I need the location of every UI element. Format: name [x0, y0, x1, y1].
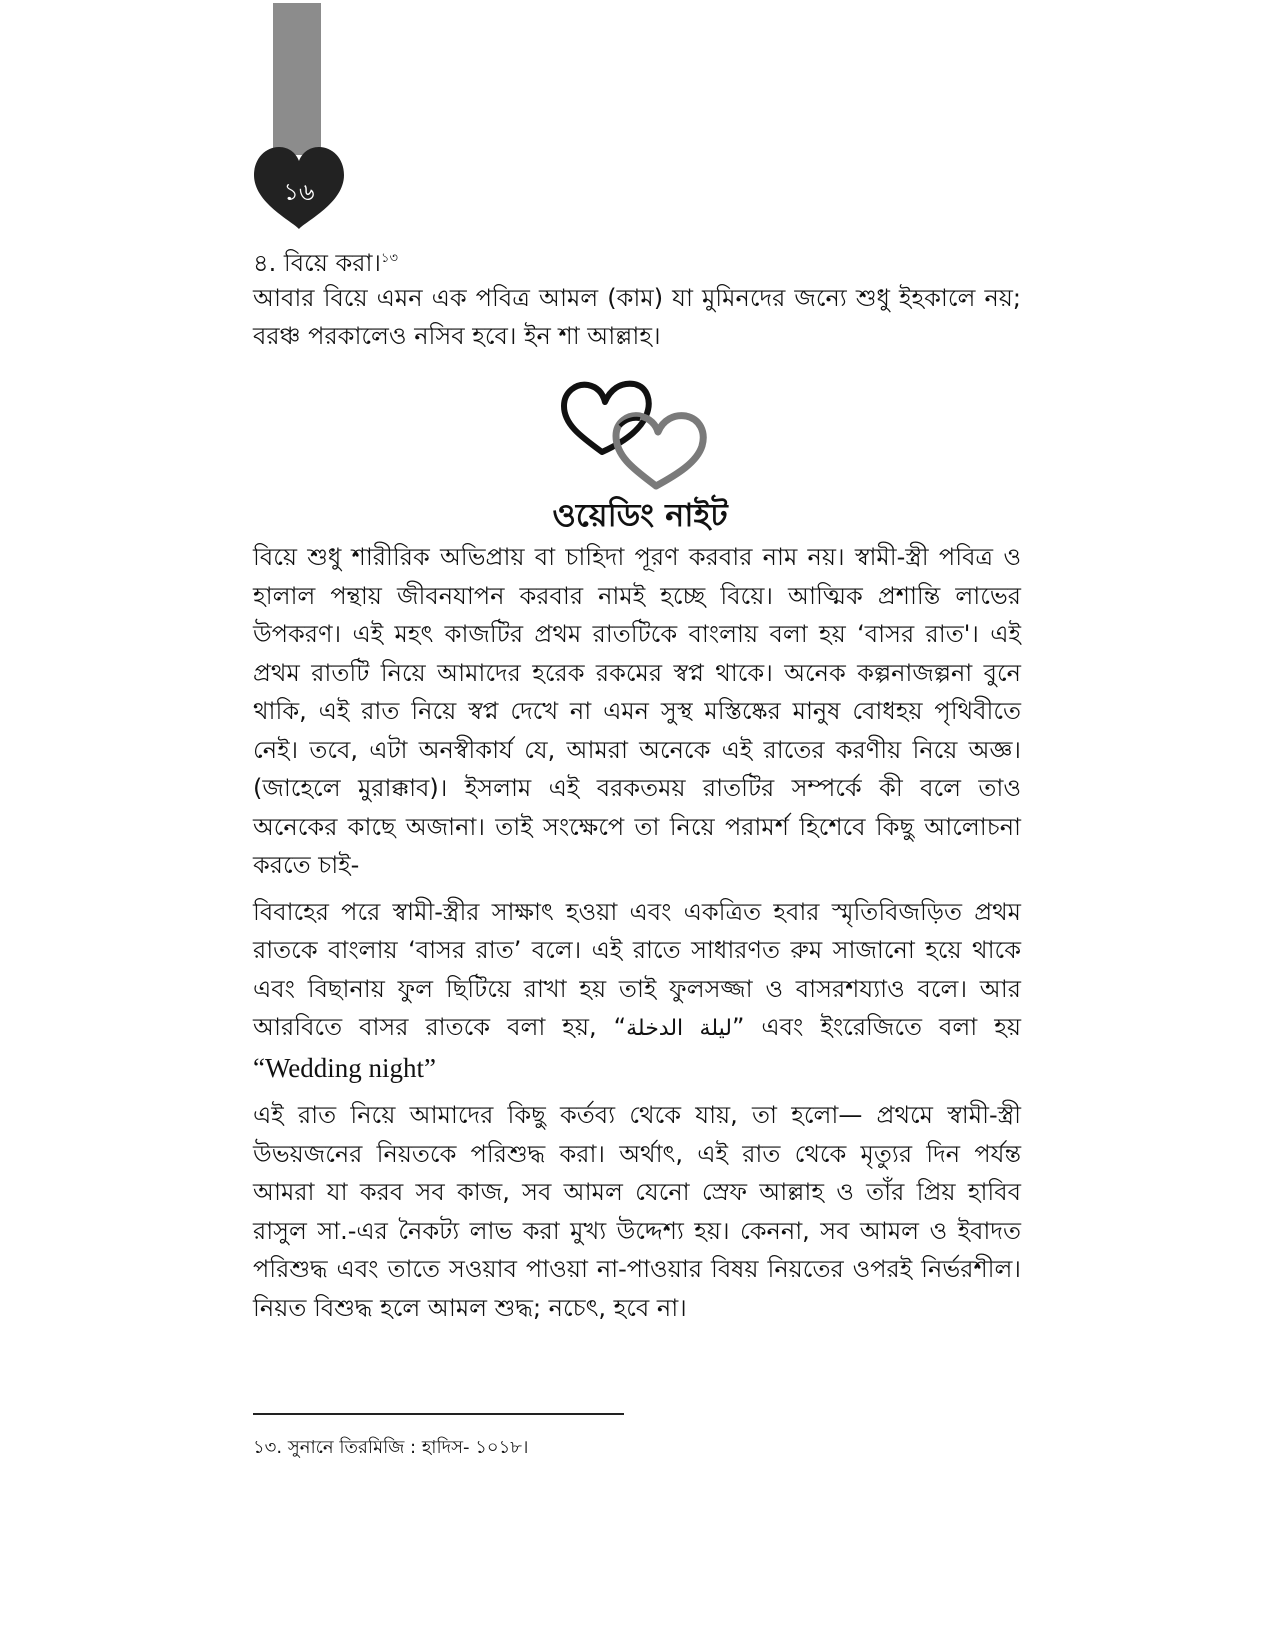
footnote-divider — [253, 1413, 624, 1415]
paragraph-2-middle: ” এবং ইংরেজিতে বলা হয় — [731, 1013, 1021, 1041]
bookmark-ribbon — [273, 3, 321, 155]
list-item-text: ৪. বিয়ে করা। — [253, 249, 382, 277]
intro-paragraph: আবার বিয়ে এমন এক পবিত্র আমল (কাম) যা মুমিনদের জন্যে শুধু ইহকালে নয়; বরঞ্চ পরকালেও নসিব হবে। ইন শা আল্লাহ। — [253, 284, 1021, 350]
list-item-heading — [253, 244, 1021, 278]
paragraph-3: এই রাত নিয়ে আমাদের কিছু কর্তব্য থেকে যায়, তা হলো— প্রথমে স্বামী-স্ত্রী উভয়জনের নিয়তকে পরিশুদ্ধ করা। অর্থাৎ, এই রাত থেকে মৃত্যুর দিন পর্যন্ত আমরা যা করব সব কাজ, সব আমল যেনো স্রেফ আল্লাহ ও তাঁর প্রিয় হাবিব রাসুল সা.-এর নৈকট্য লাভ করা মুখ্য উদ্দেশ্য হয়। কেননা, সব আমল ও ইবাদত পরিশুদ্ধ এবং তাতে সওয়াব পাওয়া না-পাওয়ার বিষয় নিয়তের ওপরই নির্ভরশীল। নিয়ত বিশুদ্ধ হলে আমল শুদ্ধ; নচেৎ, হবে না। — [253, 1101, 1021, 1322]
section-title: ওয়েডিং নাইট — [552, 496, 728, 534]
section-body — [253, 538, 1021, 1335]
paragraph-2-text: বিবাহের পরে স্বামী-স্ত্রীর সাক্ষাৎ হওয়া এবং একত্রিত হবার স্মৃতিবিজড়িত প্রথম রাতকে বাংলায় ‘বাসর রাত’ বলে। এই রাতে সাধারণত রুম সাজানো হয়ে থাকে এবং বিছানায় ফুল ছিটিয়ে রাখা হয় তাই ফুলসজ্জা ও বাসরশয্যাও বলে। আর আরবিতে বাসর রাতকে বলা হয়, “ — [253, 897, 1021, 1041]
paragraph-2 — [253, 893, 1021, 1089]
paragraph-1: বিয়ে শুধু শারীরিক অভিপ্রায় বা চাহিদা পূরণ করবার নাম নয়। স্বামী-স্ত্রী পবিত্র ও হালাল পন্থায় জীবনযাপন করবার নামই হচ্ছে বিয়ে। আত্মিক প্রশান্তি লাভের উপকরণ। এই মহৎ কাজটির প্রথম রাতটিকে বাংলায় বলা হয় ‘বাসর রাত'। এই প্রথম রাতটি নিয়ে আমাদের হরেক রকমের স্বপ্ন থাকে। অনেক কল্পনাজল্পনা বুনে থাকি, এই রাত নিয়ে স্বপ্ন দেখে না এমন সুস্থ মস্তিষ্কের মানুষ বোধহয় পৃথিবীতে নেই। তবে, এটা অনস্বীকার্য যে, আমরা অনেকে এই রাতের করণীয় নিয়ে অজ্ঞ। (জাহেলে মুরাক্কাব)। ইসলাম এই বরকতময় রাতটির সম্পর্কে কী বলে তাও অনেকের কাছে অজানা। তাই সংক্ষেপে তা নিয়ে পরামর্শ হিশেবে কিছু আলোচনা করতে চাই- — [253, 543, 1021, 879]
arabic-term: ليلة الدخلة — [626, 1016, 732, 1041]
two-hearts-icon — [560, 380, 710, 492]
english-term: “Wedding night” — [253, 1052, 437, 1083]
footnote-reference[interactable]: ১৩ — [381, 251, 398, 266]
page-number: ১৬ — [283, 178, 315, 206]
footnote: ১৩. সুনানে তিরমিজি : হাদিস- ১০১৮। — [253, 1437, 529, 1458]
